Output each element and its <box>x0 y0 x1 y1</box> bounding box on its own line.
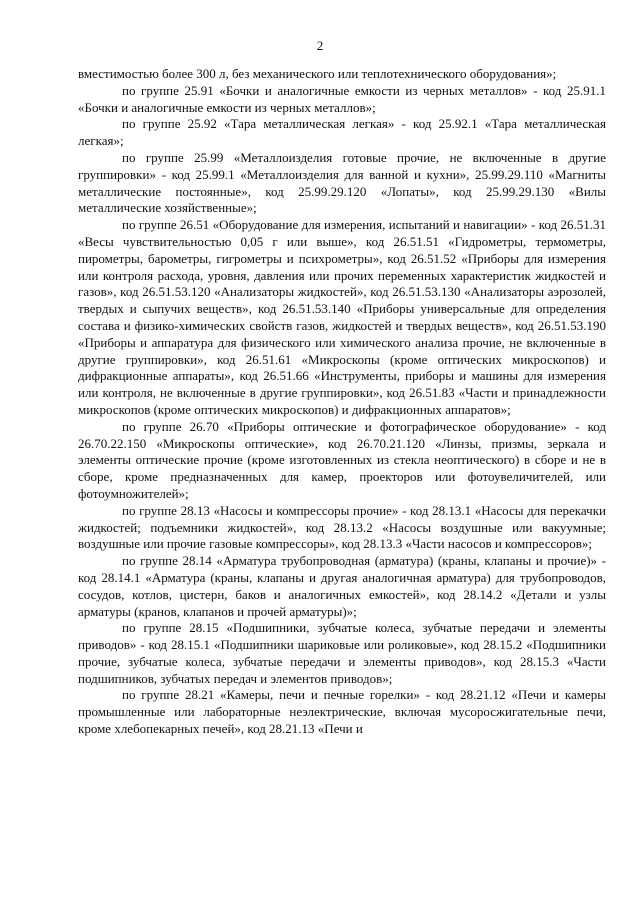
paragraph: вместимостью более 300 л, без механического или теплотехнического оборудования»; <box>78 66 557 81</box>
paragraph: по группе 28.21 «Камеры, печи и печные горелки» - код 28.21.12 «Печи и камеры промышленные или лабораторные неэлектрические, включая мусоросжигательные печи, кроме хлебопекарных печей», код 28.21.13 «Печи и <box>78 687 606 737</box>
paragraph: по группе 26.70 «Приборы оптические и фотографическое оборудование» - код 26.70.22.150 «Микроскопы оптические», код 26.70.21.120 «Линзы, призмы, зеркала и элементы оптические прочие (кроме изготовленных из стекла неоптического) в сборе и не в сборе, кроме предназначенных для камер, проекторов или фотоувеличителей, или фотоумножителей»; <box>78 418 606 501</box>
page-number: 2 <box>316 38 324 53</box>
paragraph: по группе 28.14 «Арматура трубопроводная (арматура) (краны, клапаны и прочие)» - код 28.14.1 «Арматура (краны, клапаны и другая аналогичная арматура) для трубопроводов, сосудов, котлов, цистерн, баков и аналогичных емкостей», код 28.14.2 «Детали и узлы арматуры (кранов, клапанов и прочей арматуры)»; <box>78 553 606 619</box>
paragraph: по группе 25.91 «Бочки и аналогичные емкости из черных металлов» - код 25.91.1 «Бочки и аналогичные емкости из черных металлов»; <box>78 82 606 115</box>
paragraph: по группе 25.92 «Тара металлическая легкая» - код 25.92.1 «Тара металлическая легкая»; <box>78 116 606 149</box>
document-body <box>78 66 606 738</box>
paragraph: по группе 26.51 «Оборудование для измерения, испытаний и навигации» - код 26.51.31 «Весы чувствительностью 0,05 г или выше», код 26.51.51 «Гидрометры, термометры, пирометры, барометры, гигрометры и психрометры», код 26.51.52 «Приборы для измерения или контроля расхода, уровня, давления или прочих переменных характеристик жидкостей и газов», код 26.51.53.120 «Анализаторы жидкостей», код 26.51.53.130 «Анализаторы аэрозолей, твердых и сыпучих веществ», код 26.51.53.140 «Приборы универсальные для определения состава и физико-химических свойств газов, жидкостей и твердых веществ», код 26.51.53.190 «Приборы и аппаратура для физического или химического анализа прочие, не включенные в другие группировки», код 26.51.61 «Микроскопы (кроме оптических микроскопов) и дифракционные аппараты», код 26.51.66 «Инструменты, приборы и машины для измерения или контроля, не включенные в другие группировки», код 26.51.83 «Части и принадлежности микроскопов (кроме оптических микроскопов) и дифракционных аппаратов»; <box>78 217 606 417</box>
paragraph: по группе 28.15 «Подшипники, зубчатые колеса, зубчатые передачи и элементы приводов» - код 28.15.1 «Подшипники шариковые или роликовые», код 28.15.2 «Подшипники прочие, зубчатые колеса, зубчатые передачи и элементы приводов», код 28.15.3 «Части подшипников, зубчатых передач и элементов приводов»; <box>78 620 606 686</box>
paragraph: по группе 25.99 «Металлоизделия готовые прочие, не включенные в другие группировки» - код 25.99.1 «Металлоизделия для ванной и кухни», 25.99.29.110 «Магниты металлические постоянные», код 25.99.29.120 «Лопаты», код 25.99.29.130 «Вилы металлические хозяйственные»; <box>78 149 606 216</box>
paragraph: по группе 28.13 «Насосы и компрессоры прочие» - код 28.13.1 «Насосы для перекачки жидкостей; подъемники жидкостей», код 28.13.2 «Насосы воздушные или вакуумные; воздушные или прочие газовые компрессоры», код 28.13.3 «Части насосов и компрессоров»; <box>78 502 606 552</box>
